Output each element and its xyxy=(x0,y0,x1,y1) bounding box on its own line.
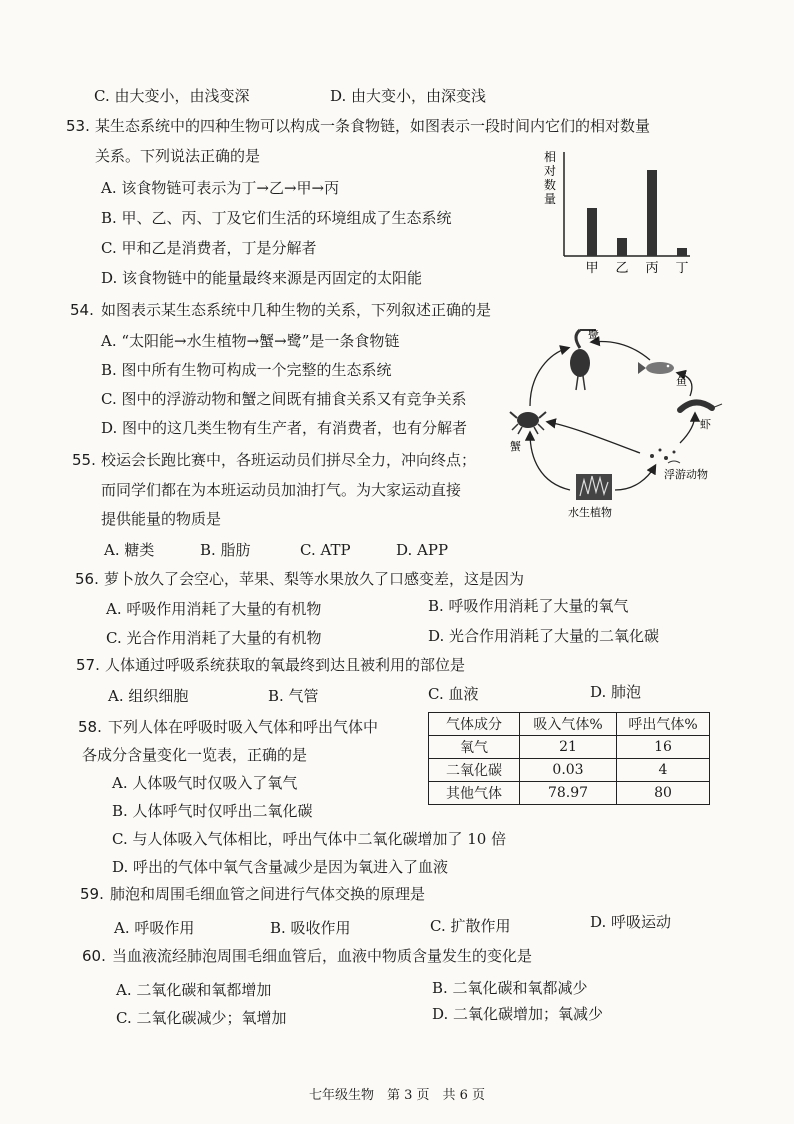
q57-option-d: D. 肺泡 xyxy=(590,683,642,701)
plankton-icon xyxy=(650,449,680,464)
table-header: 吸入气体% xyxy=(520,713,617,736)
table-cell: 16 xyxy=(617,736,710,759)
q53-number: 53. xyxy=(66,117,90,135)
q57-option-c: C. 血液 xyxy=(428,685,479,703)
shrimp-label: 虾 xyxy=(700,418,711,431)
gas-composition-table xyxy=(428,712,710,805)
table-row xyxy=(429,736,710,759)
aquatic-plant-label: 水生植物 xyxy=(568,506,612,519)
x-tick-label: 丁 xyxy=(675,261,689,276)
q58-option-d: D. 呼出的气体中氧气含量减少是因为氧进入了血液 xyxy=(112,858,449,876)
fish-label: 鱼 xyxy=(676,375,687,388)
table-cell: 80 xyxy=(617,782,710,805)
q54-number: 54. xyxy=(70,301,94,319)
q55-option-a: A. 糖类 xyxy=(104,541,155,559)
q58-option-c: C. 与人体吸入气体相比，呼出气体中二氧化碳增加了 10 倍 xyxy=(112,830,507,848)
x-tick-label: 丙 xyxy=(645,261,659,276)
bar-3 xyxy=(647,170,657,256)
bar-1 xyxy=(587,208,597,256)
table-cell: 0.03 xyxy=(520,759,617,782)
q56-option-d: D. 光合作用消耗了大量的二氧化碳 xyxy=(428,627,660,645)
q58-option-b: B. 人体呼气时仅呼出二氧化碳 xyxy=(112,802,313,820)
q54-option-d: D. 图中的这几类生物有生产者，有消费者，也有分解者 xyxy=(101,419,468,437)
q55-stem: 校运会长跑比赛中，各班运动员们拼尽全力，冲向终点； xyxy=(101,451,477,469)
q58-stem: 下列人体在呼吸时吸入气体和呼出气体中 xyxy=(108,718,379,736)
q59-number: 59. xyxy=(80,885,104,903)
x-tick-label: 乙 xyxy=(615,261,629,276)
page-footer: 七年级生物 第 3 页 共 6 页 xyxy=(308,1088,486,1103)
table-cell: 4 xyxy=(617,759,710,782)
q56-number: 56. xyxy=(75,570,99,588)
x-tick-label: 甲 xyxy=(585,261,599,276)
q60-option-c: C. 二氧化碳减少；氧增加 xyxy=(116,1009,287,1027)
aquatic-plant-icon xyxy=(576,474,612,500)
q54-option-c: C. 图中的浮游动物和蟹之间既有捕食关系又有竞争关系 xyxy=(101,390,467,408)
table-cell: 氧气 xyxy=(429,736,520,759)
table-cell: 其他气体 xyxy=(429,782,520,805)
q55-option-b: B. 脂肪 xyxy=(200,541,251,559)
q52-option-c: C. 由大变小，由浅变深 xyxy=(94,87,250,105)
q53-option-c: C. 甲和乙是消费者，丁是分解者 xyxy=(101,239,317,257)
table-cell: 21 xyxy=(520,736,617,759)
q60-number: 60. xyxy=(82,947,106,965)
q57-option-a: A. 组织细胞 xyxy=(108,687,189,705)
chart-ylabel-2: 对 xyxy=(544,164,557,178)
q57-number: 57. xyxy=(76,656,100,674)
chart-ylabel-3: 数 xyxy=(544,178,557,192)
q55-number: 55. xyxy=(72,451,96,469)
q58-number: 58. xyxy=(78,718,102,736)
table-header-row xyxy=(429,713,710,736)
bar-4 xyxy=(677,248,687,256)
table-header: 呼出气体% xyxy=(617,713,710,736)
crab-label: 蟹 xyxy=(510,440,521,453)
q59-option-d: D. 呼吸运动 xyxy=(590,913,672,931)
q57-stem: 人体通过呼吸系统获取的氧最终到达且被利用的部位是 xyxy=(105,656,466,674)
q60-option-d: D. 二氧化碳增加；氧减少 xyxy=(432,1005,604,1023)
q60-option-b: B. 二氧化碳和氧都减少 xyxy=(432,979,588,997)
q55-stem-cont2: 提供能量的物质是 xyxy=(101,510,222,528)
bar-2 xyxy=(617,238,627,256)
plankton-label: 浮游动物 xyxy=(664,468,708,481)
q54-option-b: B. 图中所有生物可构成一个完整的生态系统 xyxy=(101,361,392,379)
q55-option-c: C. ATP xyxy=(300,541,351,559)
table-row xyxy=(429,759,710,782)
q52-option-d: D. 由大变小，由深变浅 xyxy=(330,87,487,105)
q56-option-a: A. 呼吸作用消耗了大量的有机物 xyxy=(106,600,322,618)
table-cell: 二氧化碳 xyxy=(429,759,520,782)
q58-stem-cont: 各成分含量变化一览表，正确的是 xyxy=(82,746,308,764)
q55-option-d: D. APP xyxy=(396,541,449,559)
heron-label: 鹭 xyxy=(588,329,599,342)
table-header: 气体成分 xyxy=(429,713,520,736)
q55-stem-cont: 而同学们都在为本班运动员加油打气。为大家运动直接 xyxy=(101,481,462,499)
shrimp-icon xyxy=(680,402,722,410)
q53-stem-cont: 关系。下列说法正确的是 xyxy=(95,147,261,165)
q56-stem: 萝卜放久了会空心，苹果、梨等水果放久了口感变差，这是因为 xyxy=(104,570,525,588)
q60-stem: 当血液流经肺泡周围毛细血管后，血液中物质含量发生的变化是 xyxy=(112,947,533,965)
q59-stem: 肺泡和周围毛细血管之间进行气体交换的原理是 xyxy=(110,885,426,903)
fish-icon xyxy=(638,362,674,374)
q54-stem: 如图表示某生态系统中几种生物的关系，下列叙述正确的是 xyxy=(101,301,492,319)
q56-option-b: B. 呼吸作用消耗了大量的氧气 xyxy=(428,597,629,615)
q56-option-c: C. 光合作用消耗了大量的有机物 xyxy=(106,629,322,647)
q59-option-b: B. 吸收作用 xyxy=(270,919,351,937)
relative-quantity-bar-chart xyxy=(530,148,700,278)
food-web-diagram xyxy=(500,318,730,523)
q53-option-d: D. 该食物链中的能量最终来源是丙固定的太阳能 xyxy=(101,269,423,287)
chart-ylabel-1: 相 xyxy=(544,150,557,164)
q59-option-a: A. 呼吸作用 xyxy=(114,919,195,937)
q60-option-a: A. 二氧化碳和氧都增加 xyxy=(116,981,272,999)
table-cell: 78.97 xyxy=(520,782,617,805)
q58-option-a: A. 人体吸气时仅吸入了氧气 xyxy=(112,774,298,792)
q59-option-c: C. 扩散作用 xyxy=(430,917,511,935)
q54-option-a: A. “太阳能→水生植物→蟹→鹭”是一条食物链 xyxy=(101,332,400,350)
q57-option-b: B. 气管 xyxy=(268,687,319,705)
q53-stem: 某生态系统中的四种生物可以构成一条食物链，如图表示一段时间内它们的相对数量 xyxy=(95,117,651,135)
chart-ylabel-4: 量 xyxy=(544,192,557,206)
table-row xyxy=(429,782,710,805)
crab-icon xyxy=(510,412,546,434)
q53-option-a: A. 该食物链可表示为丁→乙→甲→丙 xyxy=(101,179,340,197)
q53-option-b: B. 甲、乙、丙、丁及它们生活的环境组成了生态系统 xyxy=(101,209,452,227)
